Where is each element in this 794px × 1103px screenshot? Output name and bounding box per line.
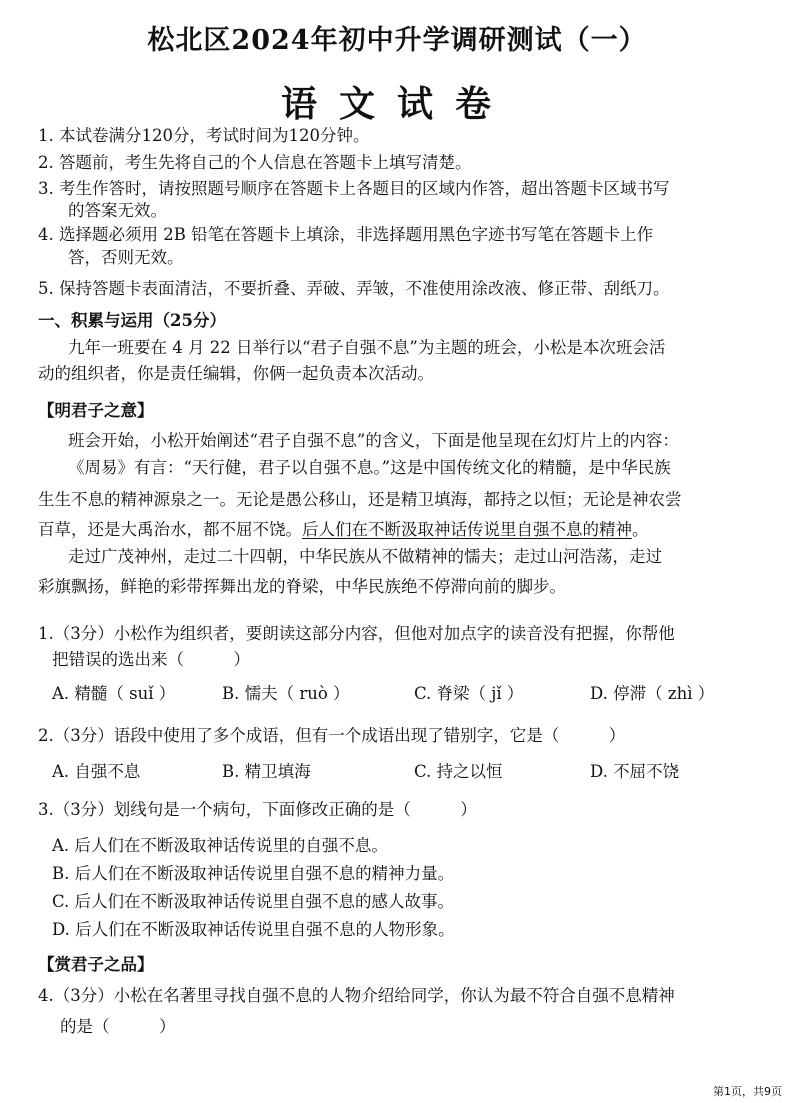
part-heading: 【赏君子之品】: [38, 955, 154, 974]
passage-line: 走过广茂神州，走过二十四朝，中华民族从不做精神的懦夫；走过山河浩荡，走过: [68, 547, 662, 566]
question-4-stem: 4.（3分）小松在名著里寻找自强不息的人物介绍给同学，你认为最不符合自强不息精神: [38, 986, 675, 1005]
question-3-option[interactable]: A. 后人们在不断汲取神话传说里的自强不息。: [52, 836, 388, 855]
question-2-option[interactable]: D. 不屈不饶: [590, 762, 680, 781]
page-number: 第1页，共9页: [713, 1085, 782, 1098]
section-intro: 九年一班要在 4 月 22 日举行以“君子自强不息”为主题的班会，小松是本次班会活: [68, 338, 666, 357]
underlined-sentence: 后人们在不断汲取神话传说里自强不息的精神: [302, 520, 632, 539]
section-heading: 一、积累与运用（25分）: [38, 311, 226, 330]
passage-line: 生生不息的精神源泉之一。无论是愚公移山，还是精卫填海，都持之以恒；无论是神农尝: [38, 490, 682, 509]
passage-line: 《周易》有言：“天行健，君子以自强不息。”这是中国传统文化的精髓，是中华民族: [68, 458, 671, 477]
instruction-item: 3. 考生作答时，请按照题号顺序在答题卡上各题目的区域内作答，超出答题卡区域书写: [38, 179, 670, 198]
question-1-option[interactable]: C. 脊梁（ jǐ ）: [414, 684, 524, 703]
instruction-item: 答，否则无效。: [68, 248, 184, 267]
instruction-item: 5. 保持答题卡表面清洁，不要折叠、弄破、弄皱，不准使用涂改液、修正带、刮纸刀。: [38, 279, 670, 298]
question-4-stem: 的是（ ）: [60, 1017, 176, 1036]
question-2-stem: 2.（3分）语段中使用了多个成语，但有一个成语出现了错别字，它是（ ）: [38, 726, 626, 745]
instruction-item: 2. 答题前，考生先将自己的个人信息在答题卡上填写清楚。: [38, 153, 472, 172]
passage-line: [38, 518, 774, 542]
passage-line: 彩旗飘扬，鲜艳的彩带挥舞出龙的脊梁，中华民族绝不停滞向前的脚步。: [38, 577, 566, 596]
question-3-option[interactable]: B. 后人们在不断汲取神话传说里自强不息的精神力量。: [52, 864, 455, 883]
instruction-item: 的答案无效。: [68, 201, 167, 220]
instruction-item: 4. 选择题必须用 2B 铅笔在答题卡上填涂，非选择题用黑色字迹书写笔在答题卡上作: [38, 225, 654, 244]
question-2-option[interactable]: C. 持之以恒: [414, 762, 503, 781]
question-3-option[interactable]: D. 后人们在不断汲取神话传说里自强不息的人物形象。: [52, 920, 455, 939]
exam-subtitle: 语文试卷: [280, 83, 513, 125]
question-2-option[interactable]: B. 精卫填海: [222, 762, 311, 781]
exam-title: 松北区2024年初中升学调研测试（一）: [147, 25, 647, 56]
question-1-option[interactable]: B. 懦夫（ ruò ）: [222, 684, 350, 703]
passage-line: 班会开始，小松开始阐述“君子自强不息”的含义，下面是他呈现在幻灯片上的内容：: [68, 431, 679, 450]
question-1-stem: 1.（3分）小松作为组织者，要朗读这部分内容，但他对加点字的读音没有把握，你帮他: [38, 624, 675, 643]
passage-text: 。: [632, 520, 649, 539]
question-3-stem: 3.（3分）划线句是一个病句，下面修改正确的是（ ）: [38, 800, 477, 819]
question-1-option[interactable]: D. 停滞（ zhì ）: [590, 684, 715, 703]
passage-text: 百草，还是大禹治水，都不屈不饶。: [38, 520, 302, 539]
question-3-option[interactable]: C. 后人们在不断汲取神话传说里自强不息的感人故事。: [52, 892, 455, 911]
question-1-option[interactable]: A. 精髓（ suǐ ）: [52, 684, 176, 703]
question-1-stem: 把错误的选出来（ ）: [52, 650, 250, 669]
section-intro: 动的组织者，你是责任编辑，你俩一起负责本次活动。: [38, 364, 434, 383]
question-2-option[interactable]: A. 自强不息: [52, 762, 141, 781]
part-heading: 【明君子之意】: [38, 401, 154, 420]
instruction-item: 1. 本试卷满分120分，考试时间为120分钟。: [38, 126, 370, 145]
